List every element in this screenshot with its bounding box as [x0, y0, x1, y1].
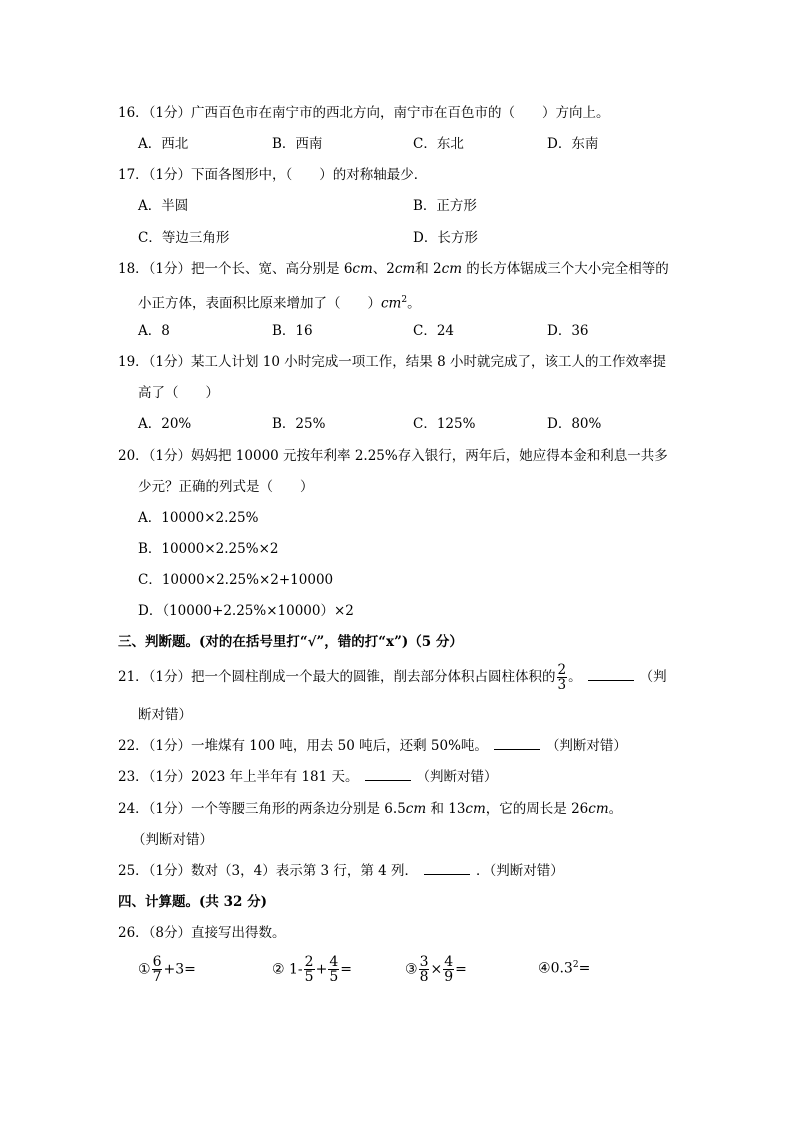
question-17-stem: 17．（1分）下面各图形中，（ ）的对称轴最少． [118, 167, 428, 183]
q20-option-d: D．（10000+2.25%×10000）×2 [138, 603, 354, 619]
calc-4-base: 0.3 [550, 960, 573, 977]
calc-1-numerator: 6 [152, 954, 162, 970]
question-25 [118, 861, 564, 881]
section-3-title: 三、判断题。(对的在括号里打“√”，错的打“x”)（5 分） [118, 634, 463, 650]
q18-length: 6 [343, 261, 353, 277]
answer-blank-25[interactable] [424, 861, 470, 875]
question-16-stem: 16．（1分）广西百色市在南宁市的西北方向，南宁市在百色市的（ ）方向上。 [118, 105, 610, 121]
q24-text-c: ，它的周长是 26 [485, 801, 589, 817]
q21-tail: （判 [639, 669, 667, 685]
q18-end: 。 [407, 295, 421, 312]
calc-1-fraction [152, 955, 163, 984]
q19-option-d: D．80% [547, 416, 602, 432]
q18-area-sup: 2 [401, 295, 408, 305]
q20-option-b: B．10000×2.25%×2 [138, 541, 279, 557]
q17-option-d: D．长方形 [413, 230, 478, 246]
q19-option-c: C．125% [413, 416, 476, 432]
question-21-line2: 断对错） [138, 707, 192, 723]
q18-width: 2 [386, 261, 395, 277]
q18-text-a: 18．（1分）把一个长、宽、高分别是 [118, 261, 344, 277]
question-21-line1 [118, 663, 667, 692]
q16-option-d: D．东南 [547, 136, 599, 152]
q18-text-c: 小正方体，表面积比原来增加了（ ） [138, 295, 381, 312]
calc-item-4 [538, 960, 590, 977]
q24-unit-1: cm [405, 801, 427, 817]
calc-3-op: × [430, 961, 443, 978]
q18-sep-2: 和 [415, 261, 434, 277]
q21-fraction [557, 663, 568, 692]
calc-3-fraction-a [419, 955, 430, 984]
q21-text: 21．（1分）把一个圆柱削成一个最大的圆锥，削去部分体积占圆柱体积的 [118, 669, 556, 685]
question-19-line1: 19．（1分）某工人计划 10 小时完成一项工作，结果 8 小时就完成了，该工人的工作效率提 [118, 354, 666, 370]
question-18-line2 [138, 290, 421, 314]
q18-sep-1: 、 [372, 261, 387, 277]
q24-text-b: 和 13 [426, 801, 466, 817]
q22-tail: （判断对错） [545, 738, 627, 754]
q18-option-a: A．8 [138, 323, 170, 339]
calc-2-denominator-a: 5 [304, 969, 314, 985]
q18-unit-1: cm [352, 261, 373, 277]
calc-3-denominator-b: 9 [444, 969, 454, 985]
section-4-title: 四、计算题。(共 32 分) [118, 894, 267, 910]
q18-height: 2 [433, 261, 442, 277]
calc-2-lead: 1- [289, 961, 303, 978]
calc-item-3 [405, 955, 467, 984]
question-20-line1: 20．（1分）妈妈把 10000 元按年利率 2.25%存入银行，两年后，她应得本金和利息一共多 [118, 448, 668, 464]
q23-text: 23．（1分）2023 年上半年有 181 天。 [118, 769, 359, 785]
calc-2-rest: = [340, 961, 352, 978]
q17-option-b: B．正方形 [413, 198, 477, 214]
calc-4-rest: = [578, 960, 591, 977]
q21-period: 。 [568, 669, 582, 685]
calc-item-1 [138, 955, 196, 984]
calc-2-op: + [315, 961, 328, 978]
q22-text: 22．（1分）一堆煤有 100 吨，用去 50 吨后，还剩 50%吨。 [118, 738, 488, 754]
answer-blank-23[interactable] [365, 767, 411, 781]
q18-area-unit: cm [381, 295, 402, 312]
q24-unit-2: cm [465, 801, 486, 817]
answer-blank-22[interactable] [494, 736, 540, 750]
q18-text-b: 的长方体锯成三个大小完全相等的 [462, 261, 669, 277]
q24-text-a: 24．（1分）一个等腰三角形的两条边分别是 6.5 [118, 801, 406, 817]
calc-4-exponent: 2 [572, 960, 579, 970]
calc-3-rest: = [455, 961, 467, 978]
calc-2-numerator-a: 2 [304, 954, 314, 970]
question-24-line2: （判断对错） [132, 832, 213, 848]
calc-2-fraction-b [328, 955, 339, 984]
q18-unit-3: cm [441, 261, 463, 277]
calc-2-mark: ② [272, 961, 285, 978]
q21-fraction-denominator: 3 [557, 677, 567, 693]
calc-2-fraction-a [304, 955, 315, 984]
question-19-line2: 高了（ ） [138, 385, 219, 401]
q18-option-b: B．16 [272, 323, 313, 339]
q16-option-b: B．西南 [272, 136, 323, 152]
q25-tail: ．（判断对错） [476, 863, 564, 879]
calc-2-numerator-b: 4 [329, 954, 339, 970]
q23-tail: （判断对错） [416, 769, 498, 785]
question-26-stem: 26．（8分）直接写出得数。 [118, 925, 286, 941]
q18-unit-2: cm [394, 261, 416, 277]
calc-item-2 [272, 955, 352, 984]
q19-option-b: B．25% [272, 416, 326, 432]
calc-1-denominator: 7 [152, 969, 162, 985]
question-18-line1 [118, 259, 669, 279]
question-24-line1 [118, 799, 622, 819]
calc-1-mark: ① [138, 961, 151, 978]
calc-3-denominator-a: 8 [419, 969, 429, 985]
question-22 [118, 736, 627, 756]
q18-option-c: C．24 [413, 323, 455, 339]
q24-unit-3: cm [588, 801, 609, 817]
q20-option-c: C．10000×2.25%×2+10000 [138, 572, 334, 588]
calc-4-mark: ④ [538, 960, 551, 977]
question-23 [118, 767, 498, 787]
q20-option-a: A．10000×2.25% [138, 510, 259, 526]
q21-fraction-numerator: 2 [557, 662, 567, 678]
q18-option-d: D．36 [547, 323, 589, 339]
calc-2-denominator-b: 5 [329, 969, 339, 985]
q17-option-a: A．半圆 [138, 198, 189, 214]
q17-option-c: C．等边三角形 [138, 230, 230, 246]
answer-blank-21[interactable] [588, 667, 634, 681]
calc-3-fraction-b [443, 955, 454, 984]
calc-3-mark: ③ [405, 961, 418, 978]
q16-option-a: A．西北 [138, 136, 189, 152]
q24-text-d: 。 [608, 801, 623, 817]
q16-option-c: C．东北 [413, 136, 464, 152]
calc-3-numerator-b: 4 [444, 954, 454, 970]
q25-text: 25．（1分）数对（3，4）表示第 3 行，第 4 列． [118, 863, 419, 879]
calc-1-rest: +3= [163, 961, 196, 978]
calc-3-numerator-a: 3 [419, 954, 429, 970]
question-20-line2: 少元？正确的列式是（ ） [138, 479, 314, 495]
q19-option-a: A．20% [138, 416, 192, 432]
